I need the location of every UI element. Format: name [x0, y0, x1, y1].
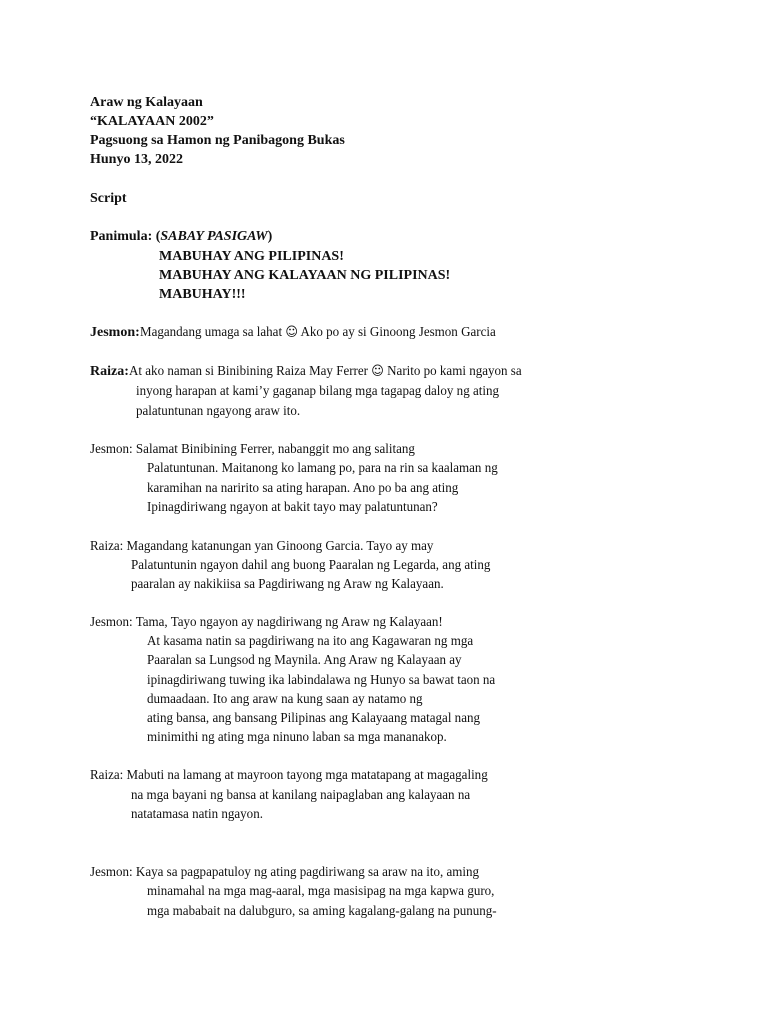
dialogue-text: Palatuntunin ngayon dahil ang buong Paaralan ng Legarda, ang ating [131, 558, 491, 573]
event-date: Hunyo 13, 2022 [90, 152, 183, 167]
smiley-icon: ☺ [371, 364, 384, 379]
dialogue-text: Jesmon: Salamat Binibining Ferrer, nabanggit mo ang salitang [90, 442, 415, 457]
dialogue-text: Palatuntunan. Maitanong ko lamang po, para na rin sa kaalaman ng [147, 461, 498, 476]
dialogue-jesmon-1 [90, 324, 522, 342]
dialogue-jesmon-3 [90, 614, 469, 632]
dialogue-line [147, 710, 505, 728]
dialogue-text: ating bansa, ang bansang Pilipinas ang Kalayaang matagal nang [147, 711, 480, 726]
dialogue-line [131, 806, 273, 824]
dialogue-text: Jesmon: Kaya sa pagpapatuloy ng ating pagdiriwang sa araw na ito, aming [90, 865, 480, 880]
dialogue-line [147, 633, 498, 651]
panimula-italic: SABAY PASIGAW [160, 229, 268, 244]
dialogue-text: Raiza: Mabuti na lamang at mayroon tayong mga matatapang at magagaling [90, 768, 488, 783]
panimula-label [90, 228, 272, 246]
event-title: Araw ng Kalayaan [90, 95, 203, 110]
panimula-line: MABUHAY ANG PILIPINAS! [159, 249, 344, 264]
dialogue-text: At kasama natin sa pagdiriwang na ito ang Kagawaran ng mga [147, 634, 474, 649]
dialogue-raiza-3 [90, 767, 518, 785]
dialogue-text: paaralan ay nakikiisa sa Pagdiriwang ng Araw ng Kalayaan. [131, 577, 444, 592]
event-subtitle: “KALAYAAN 2002” [90, 114, 214, 129]
dialogue-text: Ako po ay si Ginoong Jesmon Garcia [297, 325, 496, 340]
dialogue-text: mga mababait na dalubguro, sa aming kagalang-galang na punung- [147, 904, 497, 919]
dialogue-line [147, 652, 485, 670]
panimula-line: MABUHAY ANG KALAYAAN NG PILIPINAS! [159, 268, 451, 283]
dialogue-line [147, 499, 460, 517]
dialogue-raiza-2 [90, 538, 459, 556]
dialogue-jesmon-4 [90, 864, 508, 882]
script-heading: Script [90, 191, 127, 206]
dialogue-text: inyong harapan at kami’y gaganap bilang mga tagapag daloy ng ating [136, 384, 500, 399]
speaker-jesmon: Jesmon: [90, 325, 140, 340]
dialogue-line [131, 557, 517, 575]
dialogue-text: dumaadaan. Ito ang araw na kung saan ay natamo ng [147, 692, 423, 707]
speaker-raiza: Raiza: [90, 364, 129, 379]
dialogue-text: minamahal na mga mag-aaral, mga masisipag na mga kapwa guro, [147, 884, 495, 899]
dialogue-line [131, 576, 467, 594]
dialogue-text: Magandang umaga sa lahat [139, 325, 286, 340]
dialogue-line [136, 383, 526, 401]
dialogue-text: palatuntunan ngayong araw ito. [136, 404, 301, 419]
panimula-line: MABUHAY!!! [159, 287, 246, 302]
dialogue-line-group [129, 363, 522, 381]
dialogue-text: Jesmon: Tama, Tayo ngayon ay nagdiriwang ng Araw ng Kalayaan! [90, 615, 443, 630]
dialogue-text: Ipinagdiriwang ngayon at bakit tayo may palatuntunan? [147, 500, 438, 515]
dialogue-line [147, 672, 521, 690]
dialogue-line [147, 691, 443, 709]
dialogue-text: At ako naman si Binibining Raiza May Ferrer [128, 364, 372, 379]
dialogue-text: minimithi ng ating mga ninuno laban sa mga mananakop. [147, 730, 447, 745]
panimula-label-text: Panimula: ( [90, 229, 161, 244]
dialogue-raiza-1 [90, 363, 551, 381]
dialogue-line [147, 480, 482, 498]
event-theme: Pagsuong sa Hamon ng Panibagong Bukas [90, 133, 345, 148]
dialogue-line-group [140, 324, 496, 342]
dialogue-text: na mga bayani ng bansa at kanilang naipaglaban ang kalayaan na [131, 788, 471, 803]
dialogue-text: karamihan na naririto sa ating harapan. Ano po ba ang ating [147, 481, 459, 496]
dialogue-line [136, 403, 313, 421]
dialogue-line [147, 903, 523, 921]
dialogue-line [147, 729, 469, 747]
dialogue-jesmon-2 [90, 441, 439, 459]
dialogue-line [147, 883, 521, 901]
dialogue-line [131, 787, 496, 805]
dialogue-line [147, 460, 524, 478]
dialogue-text: Paaralan sa Lungsod ng Maynila. Ang Araw ng Kalayaan ay [147, 653, 462, 668]
panimula-close: ) [267, 229, 273, 244]
dialogue-text: ipinagdiriwang tuwing ika labindalawa ng Hunyo sa bawat taon na [147, 673, 496, 688]
smiley-icon: ☺ [285, 325, 298, 340]
dialogue-text: Raiza: Magandang katanungan yan Ginoong Garcia. Tayo ay may [90, 539, 434, 554]
dialogue-text: Narito po kami ngayon sa [383, 364, 522, 379]
dialogue-text: natatamasa natin ngayon. [131, 807, 263, 822]
